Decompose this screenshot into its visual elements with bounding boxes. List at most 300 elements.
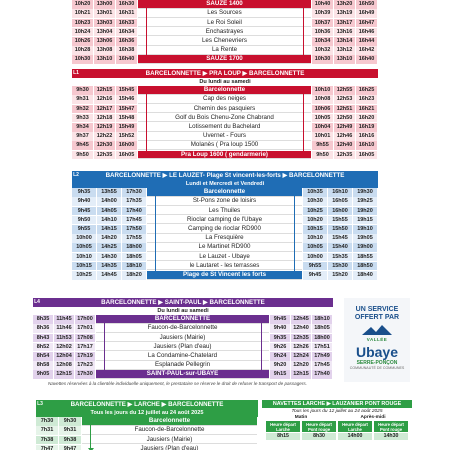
departure-time: 9h35 [72,188,96,197]
arrow-down-icon [146,5,147,59]
return-time: 9h55 [303,262,327,271]
table-row [72,243,378,252]
stop-name: Jausiers (Mairie) [96,334,269,343]
return-time: 19h00 [353,243,377,252]
shuttle-col-header [266,421,300,432]
table-row [72,123,378,132]
stop-name: Camping de rioclar RD900 [147,225,302,234]
departure-time: 11h45 [54,315,74,324]
passenger-note: Navettes réservées à la clientèle individuelle uniquement, le prestataire se réserve le droit de refuser le transport de passagers. [48,381,307,386]
stop-name: Faucon-de-Barcelonnette [96,324,269,333]
return-time: 12h35 [334,151,355,160]
departure-time: 14h10 [97,216,121,225]
departure-time: 10h25 [72,271,96,280]
return-time: 9h55 [312,141,333,150]
stop-name: Pra Loup 1600 ( gendarmerie) [138,151,311,160]
table-row [36,417,258,426]
return-time: 10h10 [312,86,333,95]
stop-name: le Lautaret - les terrasses [147,262,302,271]
shuttle-time: 14h30 [374,433,408,440]
departure-time: 10h24 [72,28,93,37]
return-time: 19h10 [353,225,377,234]
stop-name: Le Lauzet - Ubaye [147,253,302,262]
departure-time: 10h15 [72,262,96,271]
return-time: 17h51 [312,343,332,352]
departure-time: 9h32 [72,105,93,114]
departure-time: 12h16 [94,95,115,104]
return-time: 12h35 [291,334,311,343]
departure-time: 17h50 [122,225,146,234]
departure-time: 9h40 [72,197,96,206]
shuttle-col-h2: Pont rouge [379,426,403,432]
return-time: 10h08 [312,95,333,104]
return-time: 16h47 [356,19,377,28]
return-time: 10h36 [312,28,333,37]
departure-time: 8h43 [33,334,53,343]
departure-time: 10h00 [72,234,96,243]
return-time: 16h40 [356,55,377,64]
return-time: 12h45 [291,315,311,324]
return-time: 12h51 [334,105,355,114]
departure-time: 10h10 [72,253,96,262]
table-row [72,216,378,225]
return-time: 16h20 [356,114,377,123]
departure-time: 9h34 [72,123,93,132]
departure-time: 16h38 [116,46,137,55]
return-time: 18h40 [353,271,377,280]
stop-name: Le Martinet RD900 [147,243,302,252]
table-row [72,132,378,141]
departure-time: 14h20 [97,234,121,243]
table-row [72,114,378,123]
line-subtitle: Tous les jours du 12 juillet au 24 août 2025 [36,409,258,417]
stop-name: Enchastrayes [138,28,311,37]
return-time: 10h32 [312,46,333,55]
shuttle-column [374,421,408,440]
table-row [72,0,378,9]
line-header [33,298,333,307]
departure-time: 9h45 [72,141,93,150]
table-row [72,37,378,46]
return-time: 10h34 [312,37,333,46]
departure-time: 18h20 [122,271,146,280]
arrow-down-icon [146,91,147,155]
departure-time: 11h46 [54,324,74,333]
shuttle-col-h2: Larche [276,426,290,432]
departure-time: 15h49 [116,123,137,132]
table-row [33,370,333,379]
departure-time: 14h05 [97,207,121,216]
return-time: 13h16 [334,28,355,37]
departure-time: 17h45 [122,216,146,225]
return-time: 16h05 [356,151,377,160]
return-time: 13h12 [334,46,355,55]
departure-time: 8h58 [33,361,53,370]
return-time: 10h05 [312,114,333,123]
line-title: BARCELONNETTE ▶ LARCHE ▶ BARCELONNETTE [70,401,224,408]
departure-time: 18h10 [122,262,146,271]
timetable-grid [36,417,258,450]
departure-time: 12h08 [54,361,74,370]
return-time: 9h50 [312,151,333,160]
timetable-l3 [36,400,258,450]
departure-time: 8h52 [33,343,53,352]
departure-time: 9h50 [72,216,96,225]
shuttle-col-h1: Heure départ [306,421,332,427]
departure-time: 15h45 [116,86,137,95]
line-subtitle: Lundi et Mercredi et Vendredi [72,180,378,188]
line-title: BARCELONNETTE ▶ PRA LOUP ▶ BARCELONNETTE [145,70,305,77]
shuttle-column [266,421,300,440]
logo-serre-poncon: SERRE-PONÇON [356,360,398,366]
departure-time: 8h36 [33,324,53,333]
departure-time: 9h55 [72,225,96,234]
return-time: 10h37 [312,19,333,28]
departure-time: 17h30 [75,370,95,379]
logo-vallee: VALLÉE [366,337,388,342]
shuttle-title: NAVETTES LARCHE ▶ LAUZANIER PONT ROUGE [262,400,412,408]
table-row [72,46,378,55]
departure-time: 13h06 [94,37,115,46]
departure-time: 10h30 [72,55,93,64]
departure-time: 17h55 [122,234,146,243]
return-time: 10h30 [303,197,327,206]
departure-time: 7h30 [36,417,58,426]
stop-name: La Fresquière [147,234,302,243]
departure-time: 16h40 [116,55,137,64]
stop-name: Les Chenevriers [138,37,311,46]
return-time: 15h20 [328,271,352,280]
line-header [36,400,258,409]
table-row [72,104,378,113]
departure-time: 13h08 [94,46,115,55]
table-row [36,435,258,444]
stop-name: Chemin des pasquiers [138,105,311,114]
return-time: 9h45 [270,315,290,324]
table-row [72,234,378,243]
departure-time: 16h05 [116,151,137,160]
departure-time: 14h30 [97,253,121,262]
stop-name: Les Sources [138,9,311,18]
return-time: 17h45 [312,361,332,370]
arrow-up-icon [303,5,304,59]
departure-time: 15h52 [116,132,137,141]
return-time: 13h20 [334,0,355,9]
arrow-down-icon [155,193,156,275]
departure-time: 17h23 [75,361,95,370]
stop-name: Cap des neiges [138,95,311,104]
table-row [72,95,378,104]
return-time: 12h53 [334,95,355,104]
departure-time: 10h23 [72,19,93,28]
departure-time: 12h04 [54,352,74,361]
return-time: 16h00 [328,207,352,216]
departure-time: 17h30 [122,188,146,197]
departure-time: 13h00 [94,0,115,9]
departure-time: 14h00 [97,197,121,206]
departure-time: 9h33 [72,114,93,123]
departure-time: 12h02 [54,343,74,352]
departure-time: 17h17 [75,343,95,352]
return-time: 10h06 [312,105,333,114]
return-time: 13h10 [334,55,355,64]
return-time: 19h30 [353,188,377,197]
departure-time: 8h35 [33,315,53,324]
return-time: 12h15 [291,370,311,379]
stop-name: Jausiers (Mairie) [82,436,257,445]
departure-time: 9h31 [59,426,81,435]
return-time: 18h55 [353,253,377,262]
logo-cc: COMMUNAUTÉ DE COMMUNES [349,366,405,370]
return-time: 10h05 [303,243,327,252]
timetable-grid [72,188,378,280]
departure-time: 9h47 [59,445,81,450]
return-time: 16h49 [356,9,377,18]
departure-time: 9h38 [59,436,81,445]
return-time: 18h00 [312,334,332,343]
arrow-up-icon [303,91,304,155]
departure-time: 15h47 [116,105,137,114]
shuttle-time: 8h15 [266,433,300,440]
line-badge: L1 [72,69,81,78]
departure-time: 13h10 [94,55,115,64]
return-time: 15h55 [328,216,352,225]
return-time: 10h00 [303,253,327,262]
departure-time: 16h31 [116,9,137,18]
departure-time: 12h15 [54,370,74,379]
departure-time: 10h21 [72,9,93,18]
stop-name: St-Pons zone de loisirs [147,197,302,206]
return-time: 12h46 [334,132,355,141]
departure-time: 10h05 [72,243,96,252]
mountain-icon [362,325,392,335]
departure-time: 16h30 [116,0,137,9]
departure-time: 17h35 [122,197,146,206]
return-time: 9h26 [270,343,290,352]
stop-name: Faucon-de-Barcelonnette [82,426,257,435]
departure-time: 14h15 [97,225,121,234]
return-time: 9h40 [270,324,290,333]
return-time: 16h21 [356,105,377,114]
departure-time: 12h18 [94,114,115,123]
return-time: 16h16 [356,132,377,141]
table-row [72,206,378,215]
table-row [72,9,378,18]
line-header [72,69,378,78]
return-time: 16h42 [356,46,377,55]
timetable-grid [33,315,333,379]
timetable-l4 [33,298,333,379]
return-time: 13h14 [334,37,355,46]
timetable-grid [72,0,378,64]
departure-time: 13h03 [94,19,115,28]
table-row [33,315,333,324]
departure-time: 12h35 [94,151,115,160]
stop-name: Esplanade Pellegrin [96,361,269,370]
departure-time: 9h45 [72,207,96,216]
shuttle-dates: Tous les jours du 12 juillet au 24 août 2025 [291,409,383,414]
table-row [72,86,378,95]
return-time: 10h39 [312,9,333,18]
line-title: BARCELONNETTE ▶ SAINT-PAUL ▶ BARCELONNETTE [101,299,265,306]
departure-time: 9h30 [59,417,81,426]
return-time: 16h05 [328,197,352,206]
table-row [72,55,378,64]
stop-name: Plage de St Vincent les forts [147,271,302,280]
departure-time: 12h15 [94,86,115,95]
return-time: 16h46 [356,28,377,37]
return-time: 15h30 [328,262,352,271]
departure-time: 13h04 [94,28,115,37]
stop-name: Golf du Bois Chenu-Zone Chabrand [138,114,311,123]
line-badge: L4 [33,298,42,307]
stop-name: La Condamine-Chatelard [96,352,269,361]
stop-name: Rioclar camping de l'Ubaye [147,216,302,225]
return-time: 10h20 [303,216,327,225]
logo-ubaye: Ubaye [355,344,399,360]
return-time: 16h10 [328,188,352,197]
sponsor-line2: OFFERT PAR [354,314,400,321]
table-row [33,352,333,361]
return-time: 18h10 [312,315,332,324]
departure-time: 7h38 [36,436,58,445]
return-time: 12h49 [334,123,355,132]
return-time: 9h45 [303,271,327,280]
return-time: 9h35 [270,334,290,343]
stop-name: Le Roi Soleil [138,19,311,28]
shuttle-col-h1: Heure départ [270,421,296,427]
table-row [33,324,333,333]
return-time: 19h20 [353,207,377,216]
return-time: 12h26 [291,343,311,352]
line-subtitle: Du lundi au samedi [157,308,209,314]
departure-time: 17h00 [75,315,95,324]
return-time: 18h50 [353,262,377,271]
return-time: 17h40 [312,370,332,379]
return-time: 10h10 [303,234,327,243]
table-row [72,197,378,206]
stop-name: Molanès ( Pra loup 1500 [138,141,311,150]
timetable-grid [72,86,378,160]
departure-time: 10h26 [72,37,93,46]
return-time: 9h24 [270,352,290,361]
departure-time: 18h00 [122,243,146,252]
stop-name: BARCELONNETTE [96,315,269,324]
return-time: 16h10 [356,141,377,150]
departure-time: 12h19 [94,123,115,132]
departure-time: 18h05 [122,253,146,262]
departure-time: 14h25 [97,243,121,252]
shuttle-column [302,421,336,440]
stop-name: Barcelonnette [138,86,311,95]
return-time: 10h30 [312,55,333,64]
table-row [33,343,333,352]
stop-name: La Rente [138,46,311,55]
return-time: 18h05 [312,324,332,333]
departure-time: 9h30 [72,86,93,95]
departure-time: 7h47 [36,445,58,450]
line-subtitle: Du lundi au samedi [199,79,251,85]
shuttle-morning-label: Matin [294,415,308,420]
return-time: 10h15 [303,225,327,234]
stop-name: Barcelonnette [82,417,257,426]
return-time: 10h35 [303,188,327,197]
arrow-down-icon [104,320,105,374]
departure-time: 11h53 [54,334,74,343]
table-row [72,252,378,261]
stop-name: Barcelonnette [147,188,302,197]
return-time: 19h15 [353,216,377,225]
departure-time: 9h31 [72,95,93,104]
line-header [72,171,378,180]
return-time: 12h40 [334,141,355,150]
table-row [36,445,258,450]
departure-time: 9h37 [72,132,93,141]
return-time: 10h04 [312,123,333,132]
departure-time: 17h01 [75,324,95,333]
return-time: 9h20 [270,361,290,370]
table-row [33,333,333,342]
return-time: 16h50 [356,0,377,9]
return-time: 10h01 [312,132,333,141]
stop-name: Jausiers (Plan d'eau) [96,343,269,352]
departure-time: 10h28 [72,46,93,55]
line-title: BARCELONNETTE ▶ LE LAUZET- Plage St vincent-les-forts ▶ BARCELONNETTE [105,172,345,179]
departure-time: 14h45 [97,271,121,280]
departure-time: 16h33 [116,19,137,28]
departure-time: 16h00 [116,141,137,150]
timetable-l1 [72,69,378,160]
departure-time: 17h19 [75,352,95,361]
shuttle-col-h1: Heure départ [342,421,368,427]
departure-time: 14h35 [97,262,121,271]
departure-time: 16h36 [116,37,137,46]
return-time: 12h55 [334,86,355,95]
return-time: 10h40 [312,0,333,9]
departure-time: 16h34 [116,28,137,37]
table-row [33,361,333,370]
shuttle-larche-lauzanier [262,400,412,440]
table-row [72,225,378,234]
table-row [72,262,378,271]
departure-time: 15h48 [116,114,137,123]
departure-time: 17h08 [75,334,95,343]
line-badge: L3 [36,400,45,409]
table-row [36,426,258,435]
stop-name: Uvernet - Fours [138,132,311,141]
return-time: 16h23 [356,95,377,104]
departure-time: 8h54 [33,352,53,361]
return-time: 12h40 [291,324,311,333]
return-time: 17h49 [312,352,332,361]
stop-name: SAUZE 1700 [138,55,311,64]
shuttle-col-h2: Larche [348,426,362,432]
shuttle-time: 8h30 [302,433,336,440]
arrow-up-icon [261,320,262,374]
table-row [72,28,378,37]
return-time: 16h44 [356,37,377,46]
stop-name: SAUZE 1400 [138,0,311,9]
return-time: 19h05 [353,234,377,243]
return-time: 13h17 [334,19,355,28]
return-time: 16h25 [356,86,377,95]
shuttle-time: 14h00 [338,433,372,440]
shuttle-afternoon-label: Après-midi [360,415,386,420]
shuttle-col-header [302,421,336,432]
shuttle-col-header [338,421,372,432]
line-badge: L2 [72,171,81,180]
table-row [72,141,378,150]
